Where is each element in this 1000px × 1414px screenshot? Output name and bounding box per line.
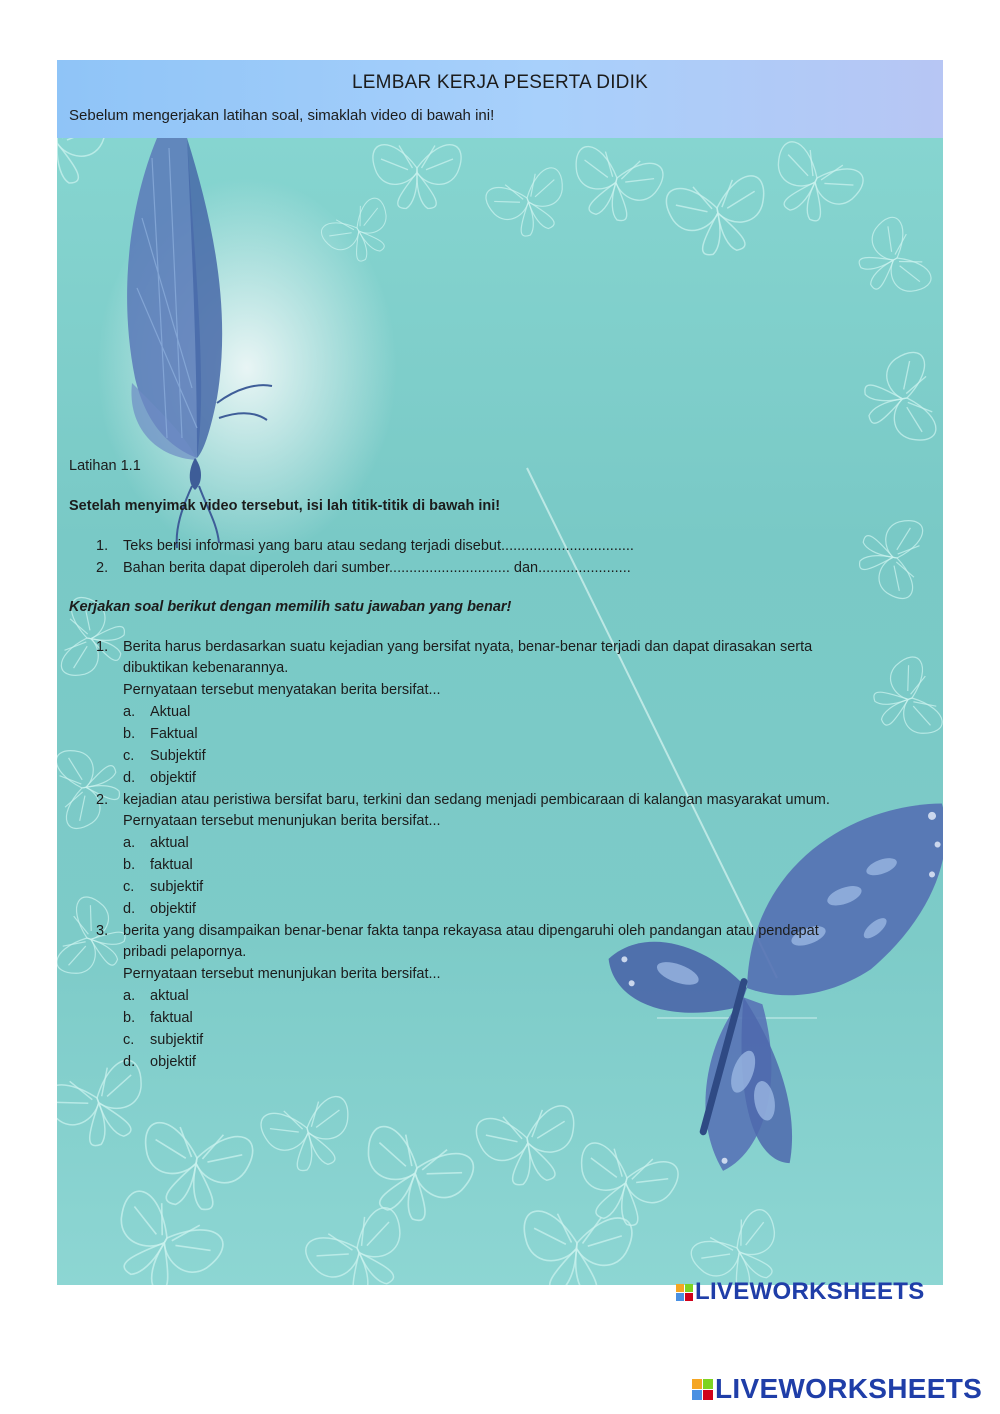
logo-blocks-icon	[692, 1379, 713, 1400]
option-text[interactable]: faktual	[150, 1010, 193, 1026]
question-number: 1.	[96, 639, 109, 655]
option-letter: a.	[123, 835, 136, 851]
fill-item-number: 1.	[96, 538, 109, 554]
question-number: 2.	[96, 792, 109, 808]
fill-item-1: Teks berisi informasi yang baru atau sedang terjadi disebut.................................	[123, 538, 634, 554]
option-letter: d.	[123, 901, 136, 917]
question-number: 3.	[96, 923, 109, 939]
question-2-line-2: Pernyataan tersebut menunjukan berita bersifat...	[123, 813, 441, 829]
option-text[interactable]: subjektif	[150, 1032, 204, 1048]
option-text[interactable]: subjektif	[150, 879, 204, 895]
option-text[interactable]: aktual	[150, 835, 189, 851]
option-text[interactable]: faktual	[150, 857, 193, 873]
fill-instruction: Setelah menyimak video tersebut, isi lah titik-titik di bawah ini!	[69, 498, 501, 514]
question-3-line-3: Pernyataan tersebut menunjukan berita bersifat...	[123, 966, 441, 982]
option-letter: b.	[123, 857, 136, 873]
option-text[interactable]: objektif	[150, 770, 196, 786]
option-text[interactable]: objektif	[150, 1054, 196, 1070]
question-1-line-1: Berita harus berdasarkan suatu kejadian yang bersifat nyata, benar-benar terjadi dan dapat dirasakan serta	[123, 639, 813, 655]
option-letter: a.	[123, 988, 136, 1004]
option-text[interactable]: Faktual	[150, 726, 198, 742]
header-band	[57, 60, 943, 138]
question-3-line-2: pribadi pelapornya.	[123, 944, 247, 960]
fill-item-2: Bahan berita dapat diperoleh dari sumber.............................. dan.......................	[123, 560, 631, 576]
option-text[interactable]: Subjektif	[150, 748, 206, 764]
option-text[interactable]: objektif	[150, 901, 196, 917]
logo-text: LIVEWORKSHEETS	[715, 1373, 983, 1404]
butterfly-bottom-right	[554, 715, 943, 1206]
option-letter: c.	[123, 748, 135, 764]
question-3-line-1: berita yang disampaikan benar-benar fakta tanpa rekayasa atau dipengaruhi oleh pandangan atau pendapat	[123, 923, 819, 939]
video-instruction: Sebelum mengerjakan latihan soal, simaklah video di bawah ini!	[69, 107, 495, 124]
question-2-line-1: kejadian atau peristiwa bersifat baru, terkini dan sedang menjadi pembicaraan di kalangan masyarakat umum.	[123, 792, 830, 808]
question-1-line-3: Pernyataan tersebut menyatakan berita bersifat...	[123, 682, 441, 698]
worksheet	[57, 60, 943, 1285]
option-letter: b.	[123, 726, 136, 742]
option-text[interactable]: Aktual	[150, 704, 191, 720]
mc-instruction: Kerjakan soal berikut dengan memilih satu jawaban yang benar!	[69, 599, 512, 615]
liveworksheets-logo[interactable]	[676, 1278, 925, 1306]
exercise-label: Latihan 1.1	[69, 458, 141, 474]
liveworksheets-logo-bottom[interactable]	[692, 1373, 982, 1405]
option-letter: c.	[123, 879, 135, 895]
option-letter: c.	[123, 1032, 135, 1048]
logo-blocks-icon	[676, 1284, 693, 1301]
question-1-line-2: dibuktikan kebenarannya.	[123, 660, 289, 676]
option-letter: d.	[123, 770, 136, 786]
logo-text: LIVEWORKSHEETS	[695, 1278, 925, 1305]
option-letter: d.	[123, 1054, 136, 1070]
fill-item-number: 2.	[96, 560, 109, 576]
option-letter: a.	[123, 704, 136, 720]
option-text[interactable]: aktual	[150, 988, 189, 1004]
option-letter: b.	[123, 1010, 136, 1026]
page-title: LEMBAR KERJA PESERTA DIDIK	[352, 72, 648, 93]
